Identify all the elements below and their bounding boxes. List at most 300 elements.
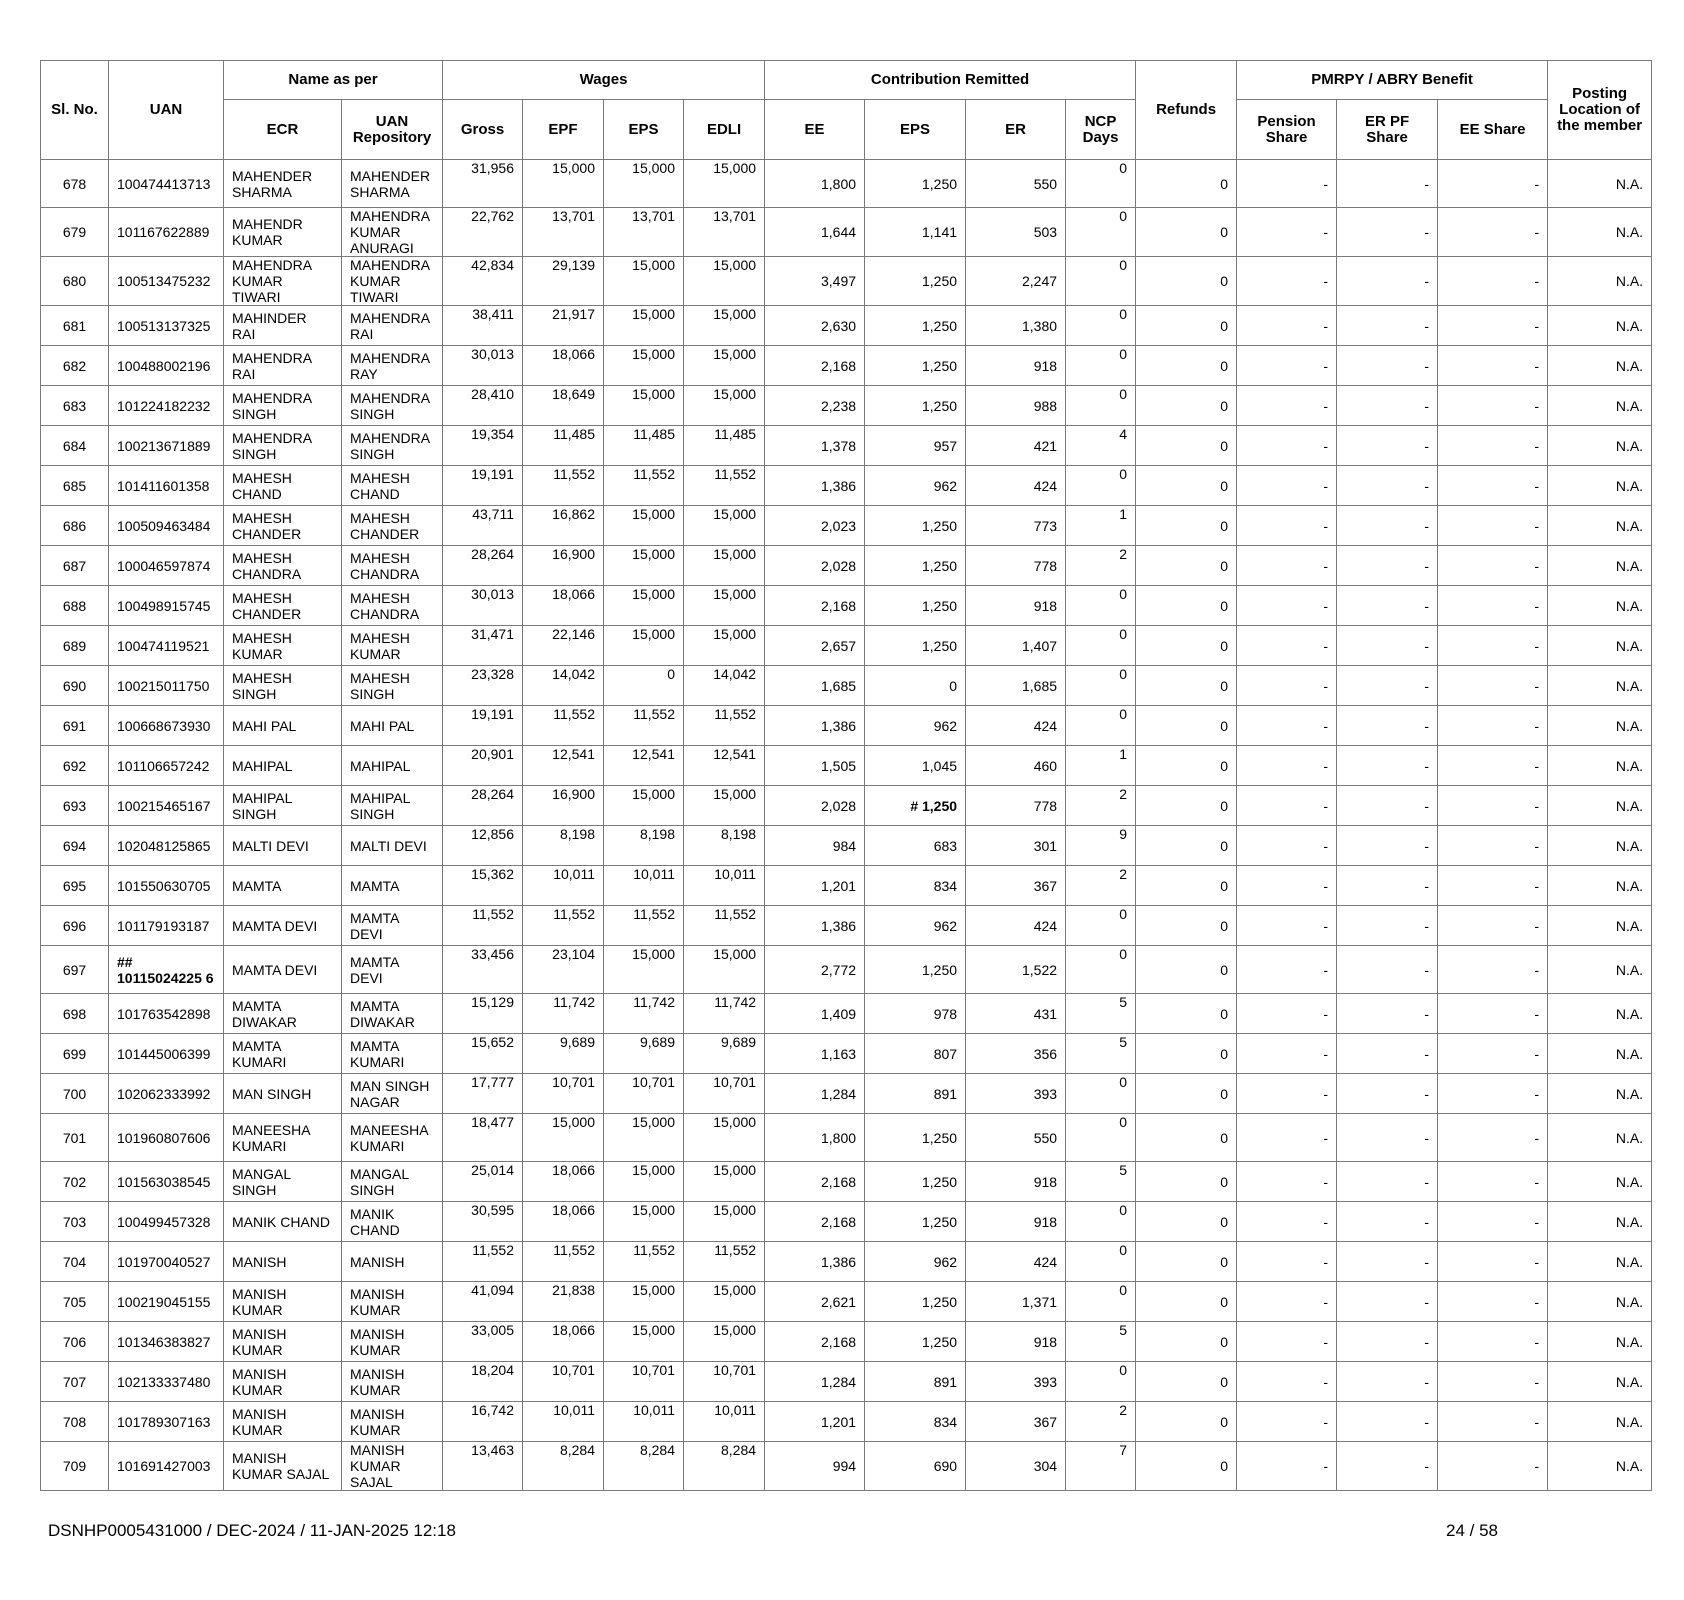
cell-uan: 100474413713 bbox=[109, 160, 224, 208]
cell-posting-location: N.A. bbox=[1548, 466, 1652, 506]
cell-ee-share: - bbox=[1438, 946, 1548, 994]
cell-eps: 11,485 bbox=[604, 426, 684, 466]
cell-ncp-days: 7 bbox=[1066, 1442, 1136, 1491]
cell-refunds: 0 bbox=[1136, 426, 1237, 466]
cell-edli: 15,000 bbox=[684, 546, 765, 586]
table-row bbox=[41, 1402, 1652, 1442]
cell-epf: 18,649 bbox=[523, 386, 604, 426]
cell-sl-no: 707 bbox=[41, 1362, 109, 1402]
cell-name-ecr: MANISH KUMAR bbox=[224, 1282, 342, 1322]
cell-name-uan-repository: MANISH KUMAR bbox=[342, 1362, 443, 1402]
cell-gross: 28,264 bbox=[443, 786, 523, 826]
cell-gross: 22,762 bbox=[443, 208, 523, 257]
col-er-pf-share: ER PF Share bbox=[1337, 100, 1438, 160]
cell-posting-location: N.A. bbox=[1548, 1202, 1652, 1242]
table-row bbox=[41, 1322, 1652, 1362]
cell-ee: 2,168 bbox=[765, 586, 865, 626]
cell-er-pf-share: - bbox=[1337, 586, 1438, 626]
cell-name-ecr: MAMTA DEVI bbox=[224, 946, 342, 994]
cell-contribution-eps: 683 bbox=[865, 826, 966, 866]
cell-eps: 11,742 bbox=[604, 994, 684, 1034]
cell-epf: 11,552 bbox=[523, 706, 604, 746]
cell-uan: 100219045155 bbox=[109, 1282, 224, 1322]
cell-epf: 14,042 bbox=[523, 666, 604, 706]
cell-posting-location: N.A. bbox=[1548, 1034, 1652, 1074]
cell-eps: 15,000 bbox=[604, 1202, 684, 1242]
cell-er: 424 bbox=[966, 906, 1066, 946]
group-wages: Wages bbox=[443, 61, 765, 100]
table-row bbox=[41, 746, 1652, 786]
cell-er: 421 bbox=[966, 426, 1066, 466]
cell-refunds: 0 bbox=[1136, 866, 1237, 906]
cell-contribution-eps: 978 bbox=[865, 994, 966, 1034]
cell-contribution-eps: 1,250 bbox=[865, 946, 966, 994]
header-row-sub bbox=[41, 100, 1652, 160]
cell-eps: 8,198 bbox=[604, 826, 684, 866]
cell-edli: 15,000 bbox=[684, 346, 765, 386]
cell-ee-share: - bbox=[1438, 1034, 1548, 1074]
cell-pension-share: - bbox=[1237, 466, 1337, 506]
cell-uan: 101179193187 bbox=[109, 906, 224, 946]
cell-edli: 11,485 bbox=[684, 426, 765, 466]
cell-posting-location: N.A. bbox=[1548, 386, 1652, 426]
cell-ee-share: - bbox=[1438, 1282, 1548, 1322]
col-sl-no: Sl. No. bbox=[41, 61, 109, 160]
cell-pension-share: - bbox=[1237, 1282, 1337, 1322]
cell-er-pf-share: - bbox=[1337, 1162, 1438, 1202]
cell-sl-no: 709 bbox=[41, 1442, 109, 1491]
cell-eps: 9,689 bbox=[604, 1034, 684, 1074]
cell-gross: 18,477 bbox=[443, 1114, 523, 1162]
cell-epf: 18,066 bbox=[523, 1202, 604, 1242]
cell-ncp-days: 0 bbox=[1066, 1282, 1136, 1322]
cell-edli: 10,701 bbox=[684, 1362, 765, 1402]
cell-posting-location: N.A. bbox=[1548, 706, 1652, 746]
cell-name-ecr: MANISH KUMAR bbox=[224, 1322, 342, 1362]
cell-epf: 18,066 bbox=[523, 346, 604, 386]
col-posting-location: Posting Location of the member bbox=[1548, 61, 1652, 160]
cell-name-uan-repository: MAN SINGH NAGAR bbox=[342, 1074, 443, 1114]
cell-pension-share: - bbox=[1237, 426, 1337, 466]
cell-uan: 101691427003 bbox=[109, 1442, 224, 1491]
cell-gross: 11,552 bbox=[443, 906, 523, 946]
cell-refunds: 0 bbox=[1136, 1114, 1237, 1162]
cell-pension-share: - bbox=[1237, 1202, 1337, 1242]
cell-er-pf-share: - bbox=[1337, 346, 1438, 386]
cell-ee: 1,685 bbox=[765, 666, 865, 706]
cell-name-ecr: MANIK CHAND bbox=[224, 1202, 342, 1242]
cell-er-pf-share: - bbox=[1337, 866, 1438, 906]
cell-sl-no: 704 bbox=[41, 1242, 109, 1282]
cell-contribution-eps: 1,141 bbox=[865, 208, 966, 257]
cell-refunds: 0 bbox=[1136, 1074, 1237, 1114]
col-uan-repository: UAN Repository bbox=[342, 100, 443, 160]
cell-name-uan-repository: MAHESH KUMAR bbox=[342, 626, 443, 666]
cell-contribution-eps: 962 bbox=[865, 1242, 966, 1282]
table-row bbox=[41, 946, 1652, 994]
cell-name-ecr: MAHENDRA SINGH bbox=[224, 386, 342, 426]
table-row bbox=[41, 1162, 1652, 1202]
cell-edli: 8,198 bbox=[684, 826, 765, 866]
cell-sl-no: 700 bbox=[41, 1074, 109, 1114]
table-row bbox=[41, 1202, 1652, 1242]
cell-refunds: 0 bbox=[1136, 706, 1237, 746]
cell-gross: 41,094 bbox=[443, 1282, 523, 1322]
cell-ncp-days: 0 bbox=[1066, 1362, 1136, 1402]
cell-name-uan-repository: MAMTA bbox=[342, 866, 443, 906]
group-contribution-remitted: Contribution Remitted bbox=[765, 61, 1136, 100]
cell-refunds: 0 bbox=[1136, 546, 1237, 586]
cell-ee-share: - bbox=[1438, 994, 1548, 1034]
cell-name-uan-repository: MAHIPAL SINGH bbox=[342, 786, 443, 826]
cell-contribution-eps: 962 bbox=[865, 906, 966, 946]
cell-uan: 100499457328 bbox=[109, 1202, 224, 1242]
cell-uan: 100215011750 bbox=[109, 666, 224, 706]
cell-contribution-eps: 690 bbox=[865, 1442, 966, 1491]
cell-er: 367 bbox=[966, 866, 1066, 906]
cell-name-uan-repository: MALTI DEVI bbox=[342, 826, 443, 866]
cell-er-pf-share: - bbox=[1337, 1362, 1438, 1402]
cell-sl-no: 689 bbox=[41, 626, 109, 666]
cell-contribution-eps: 0 bbox=[865, 666, 966, 706]
cell-gross: 19,191 bbox=[443, 706, 523, 746]
table-row bbox=[41, 160, 1652, 208]
cell-er: 1,407 bbox=[966, 626, 1066, 666]
cell-name-ecr: MAMTA bbox=[224, 866, 342, 906]
cell-pension-share: - bbox=[1237, 994, 1337, 1034]
cell-contribution-eps: 807 bbox=[865, 1034, 966, 1074]
cell-ncp-days: 0 bbox=[1066, 466, 1136, 506]
cell-er-pf-share: - bbox=[1337, 257, 1438, 306]
cell-uan: 101550630705 bbox=[109, 866, 224, 906]
col-ecr: ECR bbox=[224, 100, 342, 160]
cell-eps: 15,000 bbox=[604, 1282, 684, 1322]
cell-uan: 101763542898 bbox=[109, 994, 224, 1034]
col-ee-share: EE Share bbox=[1438, 100, 1548, 160]
cell-edli: 11,742 bbox=[684, 994, 765, 1034]
cell-ee-share: - bbox=[1438, 386, 1548, 426]
cell-eps: 10,011 bbox=[604, 866, 684, 906]
cell-uan: 102062333992 bbox=[109, 1074, 224, 1114]
cell-refunds: 0 bbox=[1136, 586, 1237, 626]
cell-sl-no: 694 bbox=[41, 826, 109, 866]
cell-edli: 15,000 bbox=[684, 306, 765, 346]
cell-name-uan-repository: MAHENDRA RAY bbox=[342, 346, 443, 386]
cell-er-pf-share: - bbox=[1337, 666, 1438, 706]
cell-eps: 11,552 bbox=[604, 906, 684, 946]
cell-er: 918 bbox=[966, 346, 1066, 386]
cell-er-pf-share: - bbox=[1337, 706, 1438, 746]
table-row bbox=[41, 1034, 1652, 1074]
cell-ee-share: - bbox=[1438, 826, 1548, 866]
cell-gross: 19,191 bbox=[443, 466, 523, 506]
cell-pension-share: - bbox=[1237, 208, 1337, 257]
cell-name-ecr: MAHENDR KUMAR bbox=[224, 208, 342, 257]
cell-eps: 11,552 bbox=[604, 466, 684, 506]
cell-name-uan-repository: MANISH KUMAR bbox=[342, 1402, 443, 1442]
cell-name-uan-repository: MAHENDER SHARMA bbox=[342, 160, 443, 208]
cell-ncp-days: 0 bbox=[1066, 257, 1136, 306]
cell-uan: 101346383827 bbox=[109, 1322, 224, 1362]
cell-posting-location: N.A. bbox=[1548, 1114, 1652, 1162]
cell-er: 393 bbox=[966, 1362, 1066, 1402]
cell-eps: 15,000 bbox=[604, 306, 684, 346]
cell-pension-share: - bbox=[1237, 626, 1337, 666]
cell-er: 356 bbox=[966, 1034, 1066, 1074]
cell-refunds: 0 bbox=[1136, 306, 1237, 346]
cell-ee-share: - bbox=[1438, 546, 1548, 586]
cell-ee: 1,505 bbox=[765, 746, 865, 786]
cell-ee: 1,800 bbox=[765, 160, 865, 208]
cell-contribution-eps: 1,250 bbox=[865, 386, 966, 426]
ecr-contribution-table bbox=[40, 60, 1652, 1491]
cell-refunds: 0 bbox=[1136, 1242, 1237, 1282]
cell-gross: 16,742 bbox=[443, 1402, 523, 1442]
cell-sl-no: 698 bbox=[41, 994, 109, 1034]
cell-posting-location: N.A. bbox=[1548, 208, 1652, 257]
cell-ee: 2,168 bbox=[765, 1202, 865, 1242]
cell-edli: 15,000 bbox=[684, 506, 765, 546]
cell-refunds: 0 bbox=[1136, 208, 1237, 257]
cell-ee: 2,238 bbox=[765, 386, 865, 426]
cell-name-uan-repository: MAHESH CHANDER bbox=[342, 506, 443, 546]
cell-eps: 10,011 bbox=[604, 1402, 684, 1442]
col-ncp-days: NCP Days bbox=[1066, 100, 1136, 160]
cell-contribution-eps: 1,250 bbox=[865, 346, 966, 386]
cell-ee: 994 bbox=[765, 1442, 865, 1491]
cell-ee-share: - bbox=[1438, 746, 1548, 786]
cell-ee: 1,386 bbox=[765, 466, 865, 506]
cell-name-ecr: MAHESH CHANDER bbox=[224, 586, 342, 626]
cell-posting-location: N.A. bbox=[1548, 1282, 1652, 1322]
cell-eps: 15,000 bbox=[604, 506, 684, 546]
cell-er: 2,247 bbox=[966, 257, 1066, 306]
cell-ee: 1,201 bbox=[765, 1402, 865, 1442]
cell-name-uan-repository: MAHENDRA RAI bbox=[342, 306, 443, 346]
cell-name-ecr: MANGAL SINGH bbox=[224, 1162, 342, 1202]
cell-ncp-days: 0 bbox=[1066, 946, 1136, 994]
cell-epf: 11,552 bbox=[523, 1242, 604, 1282]
cell-edli: 13,701 bbox=[684, 208, 765, 257]
cell-gross: 43,711 bbox=[443, 506, 523, 546]
cell-name-uan-repository: MAHESH CHANDRA bbox=[342, 546, 443, 586]
cell-epf: 10,011 bbox=[523, 866, 604, 906]
cell-uan: 101224182232 bbox=[109, 386, 224, 426]
cell-contribution-eps: 962 bbox=[865, 466, 966, 506]
cell-uan: 100513137325 bbox=[109, 306, 224, 346]
cell-ee-share: - bbox=[1438, 786, 1548, 826]
cell-sl-no: 686 bbox=[41, 506, 109, 546]
cell-sl-no: 678 bbox=[41, 160, 109, 208]
cell-pension-share: - bbox=[1237, 706, 1337, 746]
cell-uan: 100046597874 bbox=[109, 546, 224, 586]
cell-gross: 38,411 bbox=[443, 306, 523, 346]
cell-er: 918 bbox=[966, 586, 1066, 626]
cell-er: 1,371 bbox=[966, 1282, 1066, 1322]
cell-ncp-days: 0 bbox=[1066, 386, 1136, 426]
table-row bbox=[41, 1242, 1652, 1282]
cell-posting-location: N.A. bbox=[1548, 346, 1652, 386]
cell-ncp-days: 0 bbox=[1066, 1242, 1136, 1282]
cell-posting-location: N.A. bbox=[1548, 506, 1652, 546]
cell-epf: 29,139 bbox=[523, 257, 604, 306]
cell-pension-share: - bbox=[1237, 946, 1337, 994]
cell-uan: 101167622889 bbox=[109, 208, 224, 257]
table-row bbox=[41, 666, 1652, 706]
cell-posting-location: N.A. bbox=[1548, 586, 1652, 626]
cell-gross: 33,005 bbox=[443, 1322, 523, 1362]
cell-sl-no: 680 bbox=[41, 257, 109, 306]
cell-contribution-eps: 1,250 bbox=[865, 1202, 966, 1242]
cell-ee-share: - bbox=[1438, 1162, 1548, 1202]
cell-ncp-days: 4 bbox=[1066, 426, 1136, 466]
col-gross: Gross bbox=[443, 100, 523, 160]
cell-sl-no: 702 bbox=[41, 1162, 109, 1202]
cell-ncp-days: 0 bbox=[1066, 160, 1136, 208]
cell-ncp-days: 5 bbox=[1066, 994, 1136, 1034]
cell-ee-share: - bbox=[1438, 1242, 1548, 1282]
cell-edli: 15,000 bbox=[684, 946, 765, 994]
cell-gross: 11,552 bbox=[443, 1242, 523, 1282]
cell-er-pf-share: - bbox=[1337, 1442, 1438, 1491]
cell-gross: 30,595 bbox=[443, 1202, 523, 1242]
cell-contribution-eps: 1,250 bbox=[865, 1162, 966, 1202]
cell-pension-share: - bbox=[1237, 160, 1337, 208]
cell-gross: 15,129 bbox=[443, 994, 523, 1034]
cell-name-uan-repository: MAHENDRA KUMAR TIWARI bbox=[342, 257, 443, 306]
cell-edli: 15,000 bbox=[684, 1202, 765, 1242]
cell-sl-no: 690 bbox=[41, 666, 109, 706]
cell-name-uan-repository: MAMTA DEVI bbox=[342, 946, 443, 994]
cell-ncp-days: 1 bbox=[1066, 506, 1136, 546]
cell-ee-share: - bbox=[1438, 1362, 1548, 1402]
cell-uan: 102133337480 bbox=[109, 1362, 224, 1402]
cell-pension-share: - bbox=[1237, 826, 1337, 866]
cell-name-ecr: MAHESH CHANDRA bbox=[224, 546, 342, 586]
cell-ee-share: - bbox=[1438, 1322, 1548, 1362]
cell-name-ecr: MANEESHA KUMARI bbox=[224, 1114, 342, 1162]
cell-er-pf-share: - bbox=[1337, 786, 1438, 826]
cell-ncp-days: 2 bbox=[1066, 866, 1136, 906]
cell-epf: 11,552 bbox=[523, 466, 604, 506]
cell-posting-location: N.A. bbox=[1548, 866, 1652, 906]
cell-refunds: 0 bbox=[1136, 466, 1237, 506]
cell-ncp-days: 0 bbox=[1066, 1074, 1136, 1114]
cell-ee-share: - bbox=[1438, 1114, 1548, 1162]
cell-er-pf-share: - bbox=[1337, 826, 1438, 866]
cell-er: 503 bbox=[966, 208, 1066, 257]
cell-eps: 15,000 bbox=[604, 946, 684, 994]
cell-posting-location: N.A. bbox=[1548, 1322, 1652, 1362]
cell-uan: 100488002196 bbox=[109, 346, 224, 386]
cell-er: 988 bbox=[966, 386, 1066, 426]
cell-contribution-eps: 1,250 bbox=[865, 1114, 966, 1162]
cell-ee-share: - bbox=[1438, 160, 1548, 208]
cell-er: 460 bbox=[966, 746, 1066, 786]
cell-epf: 22,146 bbox=[523, 626, 604, 666]
cell-pension-share: - bbox=[1237, 1034, 1337, 1074]
table-row bbox=[41, 346, 1652, 386]
cell-sl-no: 695 bbox=[41, 866, 109, 906]
cell-contribution-eps: 1,250 bbox=[865, 1282, 966, 1322]
col-pension-share: Pension Share bbox=[1237, 100, 1337, 160]
cell-ee: 1,644 bbox=[765, 208, 865, 257]
cell-contribution-eps: 1,250 bbox=[865, 160, 966, 208]
cell-eps: 15,000 bbox=[604, 626, 684, 666]
table-body bbox=[41, 160, 1652, 1491]
cell-ncp-days: 0 bbox=[1066, 1202, 1136, 1242]
cell-epf: 10,701 bbox=[523, 1362, 604, 1402]
cell-name-ecr: MANISH KUMAR SAJAL bbox=[224, 1442, 342, 1491]
cell-contribution-eps: 1,250 bbox=[865, 586, 966, 626]
cell-edli: 10,011 bbox=[684, 1402, 765, 1442]
cell-er-pf-share: - bbox=[1337, 1282, 1438, 1322]
cell-er: 1,522 bbox=[966, 946, 1066, 994]
cell-sl-no: 693 bbox=[41, 786, 109, 826]
table-row bbox=[41, 1074, 1652, 1114]
cell-uan: 101970040527 bbox=[109, 1242, 224, 1282]
cell-eps: 13,701 bbox=[604, 208, 684, 257]
cell-gross: 17,777 bbox=[443, 1074, 523, 1114]
cell-er: 367 bbox=[966, 1402, 1066, 1442]
cell-epf: 18,066 bbox=[523, 1162, 604, 1202]
cell-er-pf-share: - bbox=[1337, 746, 1438, 786]
cell-epf: 16,900 bbox=[523, 786, 604, 826]
cell-name-ecr: MALTI DEVI bbox=[224, 826, 342, 866]
col-eps: EPS bbox=[604, 100, 684, 160]
cell-er-pf-share: - bbox=[1337, 1322, 1438, 1362]
cell-ee-share: - bbox=[1438, 1202, 1548, 1242]
cell-ee: 2,028 bbox=[765, 786, 865, 826]
cell-epf: 9,689 bbox=[523, 1034, 604, 1074]
cell-name-uan-repository: MANGAL SINGH bbox=[342, 1162, 443, 1202]
col-ee: EE bbox=[765, 100, 865, 160]
cell-name-uan-repository: MAMTA DEVI bbox=[342, 906, 443, 946]
cell-ee-share: - bbox=[1438, 866, 1548, 906]
cell-name-uan-repository: MAMTA DIWAKAR bbox=[342, 994, 443, 1034]
header-row-top bbox=[41, 61, 1652, 100]
cell-edli: 15,000 bbox=[684, 1114, 765, 1162]
cell-ncp-days: 1 bbox=[1066, 746, 1136, 786]
cell-eps: 10,701 bbox=[604, 1074, 684, 1114]
cell-ee-share: - bbox=[1438, 586, 1548, 626]
cell-uan: 100668673930 bbox=[109, 706, 224, 746]
cell-epf: 21,917 bbox=[523, 306, 604, 346]
group-pmrpy-abry: PMRPY / ABRY Benefit bbox=[1237, 61, 1548, 100]
cell-epf: 10,011 bbox=[523, 1402, 604, 1442]
cell-uan: 101411601358 bbox=[109, 466, 224, 506]
cell-name-uan-repository: MAHESH SINGH bbox=[342, 666, 443, 706]
cell-refunds: 0 bbox=[1136, 386, 1237, 426]
cell-er: 393 bbox=[966, 1074, 1066, 1114]
cell-name-ecr: MAN SINGH bbox=[224, 1074, 342, 1114]
cell-contribution-eps: 1,250 bbox=[865, 626, 966, 666]
cell-sl-no: 701 bbox=[41, 1114, 109, 1162]
cell-pension-share: - bbox=[1237, 306, 1337, 346]
cell-er: 773 bbox=[966, 506, 1066, 546]
table-row bbox=[41, 257, 1652, 306]
cell-er: 778 bbox=[966, 786, 1066, 826]
cell-er-pf-share: - bbox=[1337, 306, 1438, 346]
group-name-as-per: Name as per bbox=[224, 61, 443, 100]
cell-ee: 1,163 bbox=[765, 1034, 865, 1074]
cell-pension-share: - bbox=[1237, 866, 1337, 906]
cell-posting-location: N.A. bbox=[1548, 1442, 1652, 1491]
cell-epf: 15,000 bbox=[523, 1114, 604, 1162]
cell-uan: 100498915745 bbox=[109, 586, 224, 626]
col-er: ER bbox=[966, 100, 1066, 160]
cell-gross: 20,901 bbox=[443, 746, 523, 786]
